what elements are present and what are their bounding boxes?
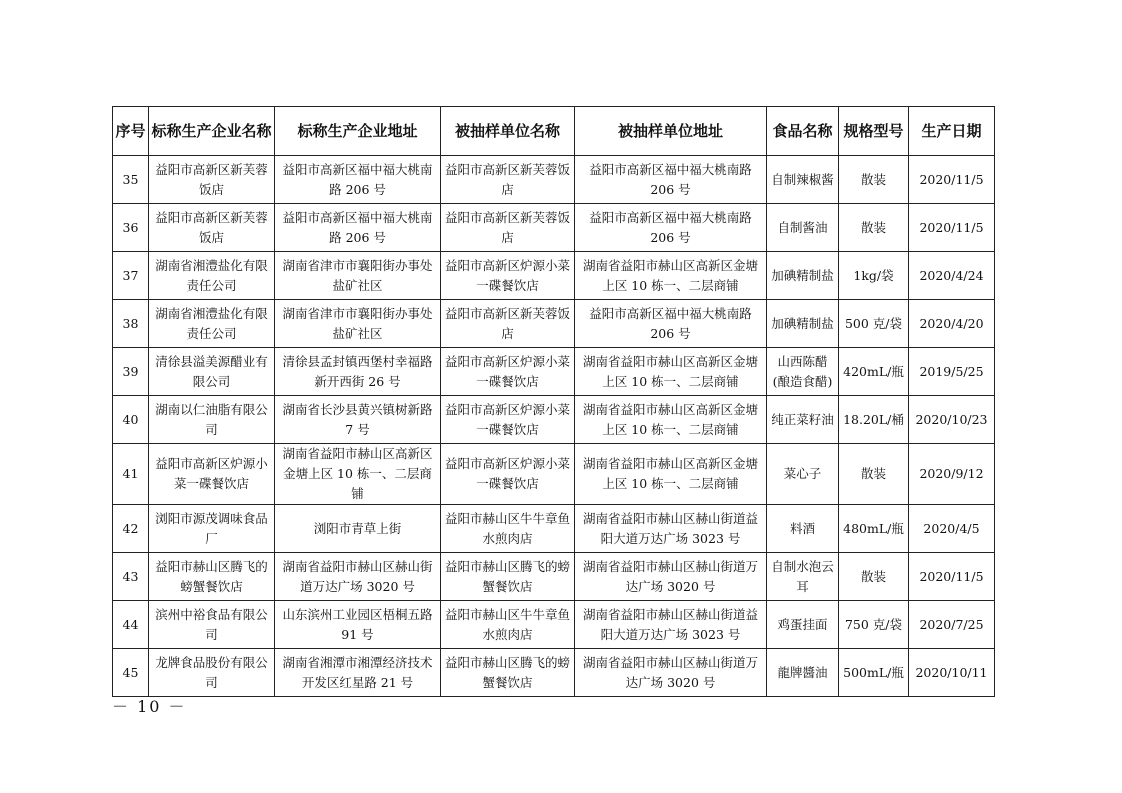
- header-col-manufacturer-name: 标称生产企业名称: [149, 107, 275, 156]
- cell-text: 42: [122, 520, 139, 536]
- cell-col-sampled-unit-address: [575, 553, 767, 601]
- cell-col-index: [113, 348, 149, 396]
- cell-col-production-date: [909, 505, 995, 553]
- cell-text: 鸡蛋挂面: [777, 616, 828, 632]
- cell-text: 湖南省益阳市赫山区赫山街道万达广场 3020 号: [582, 654, 758, 690]
- cell-col-index: [113, 252, 149, 300]
- cell-col-production-date: [909, 649, 995, 697]
- cell-col-specification: [839, 396, 909, 444]
- cell-col-manufacturer-address: [275, 553, 441, 601]
- cell-text: 湖南省益阳市赫山区高新区金塘上区 10 栋一、二层商铺: [582, 257, 758, 293]
- cell-col-food-name: [767, 396, 839, 444]
- cell-col-food-name: [767, 444, 839, 505]
- cell-text: 益阳市赫山区牛牛章鱼水煎肉店: [444, 606, 570, 642]
- cell-col-specification: [839, 348, 909, 396]
- cell-col-manufacturer-address: [275, 300, 441, 348]
- cell-col-index: [113, 649, 149, 697]
- cell-col-index: [113, 505, 149, 553]
- cell-text: 清徐县孟封镇西堡村幸福路新开西街 26 号: [282, 353, 433, 389]
- cell-col-sampled-unit-name: [441, 204, 575, 252]
- cell-col-sampled-unit-address: [575, 444, 767, 505]
- cell-col-production-date: [909, 553, 995, 601]
- cell-text: 2020/4/5: [923, 520, 980, 536]
- cell-text: 45: [122, 664, 139, 680]
- table-row: [113, 252, 995, 300]
- cell-text: 湖南以仁油脂有限公司: [155, 401, 268, 437]
- cell-col-sampled-unit-address: [575, 156, 767, 204]
- cell-text: 益阳市高新区新芙蓉饭店: [444, 209, 570, 245]
- cell-text: 2020/10/23: [915, 411, 988, 427]
- cell-text: 益阳市高新区炉源小菜一碟餐饮店: [444, 257, 570, 293]
- cell-text: 2020/11/5: [919, 219, 984, 235]
- header-col-specification: 规格型号: [839, 107, 909, 156]
- cell-col-specification: [839, 505, 909, 553]
- cell-text: 散装: [860, 219, 886, 235]
- cell-text: 41: [122, 466, 139, 481]
- cell-col-production-date: [909, 348, 995, 396]
- table-row: [113, 156, 995, 204]
- cell-text: 1kg/袋: [853, 267, 894, 283]
- cell-text: 2020/4/20: [919, 315, 984, 331]
- cell-col-manufacturer-address: [275, 505, 441, 553]
- cell-col-sampled-unit-name: [441, 649, 575, 697]
- header-col-production-date: 生产日期: [909, 107, 995, 156]
- cell-text: 2020/11/5: [919, 568, 984, 584]
- cell-col-sampled-unit-address: [575, 396, 767, 444]
- cell-text: 2020/11/5: [919, 171, 984, 187]
- cell-col-specification: [839, 204, 909, 252]
- cell-col-production-date: [909, 204, 995, 252]
- cell-text: 益阳市赫山区腾飞的螃蟹餐饮店: [155, 558, 268, 594]
- cell-col-index: [113, 300, 149, 348]
- cell-text: 43: [122, 568, 139, 584]
- cell-col-food-name: [767, 553, 839, 601]
- cell-col-production-date: [909, 252, 995, 300]
- cell-col-specification: [839, 252, 909, 300]
- header-col-index: 序号: [113, 107, 149, 156]
- cell-col-manufacturer-address: [275, 348, 441, 396]
- cell-text: 益阳市赫山区腾飞的螃蟹餐饮店: [444, 654, 570, 690]
- cell-col-sampled-unit-name: [441, 601, 575, 649]
- table-row: [113, 505, 995, 553]
- table-row: [113, 553, 995, 601]
- cell-text: 自制酱油: [777, 219, 828, 235]
- cell-col-sampled-unit-address: [575, 300, 767, 348]
- cell-text: 湖南省津市市襄阳街办事处盐矿社区: [282, 257, 433, 293]
- cell-col-production-date: [909, 444, 995, 505]
- table-row: [113, 444, 995, 505]
- cell-text: 湖南省长沙县黄兴镇树新路 7 号: [282, 401, 433, 437]
- cell-text: 浏阳市青草上街: [313, 520, 402, 536]
- cell-col-food-name: [767, 348, 839, 396]
- cell-text: 36: [122, 219, 139, 235]
- cell-col-manufacturer-address: [275, 649, 441, 697]
- cell-col-food-name: [767, 649, 839, 697]
- cell-text: 2019/5/25: [919, 363, 984, 379]
- cell-text: 40: [122, 411, 139, 427]
- header-col-sampled-unit-name: 被抽样单位名称: [441, 107, 575, 156]
- cell-col-sampled-unit-name: [441, 156, 575, 204]
- cell-col-manufacturer-address: [275, 444, 441, 505]
- table-row: [113, 204, 995, 252]
- cell-col-food-name: [767, 156, 839, 204]
- cell-text: 山东滨州工业园区梧桐五路 91 号: [282, 606, 433, 642]
- cell-col-manufacturer-name: [149, 156, 275, 204]
- cell-col-manufacturer-name: [149, 444, 275, 505]
- cell-text: 2020/10/11: [915, 664, 988, 680]
- cell-text: 散装: [860, 171, 886, 187]
- cell-text: 湖南省湘澧盐化有限责任公司: [155, 257, 268, 293]
- cell-text: 益阳市高新区新芙蓉饭店: [444, 305, 570, 341]
- cell-text: 益阳市赫山区牛牛章鱼水煎肉店: [444, 510, 570, 546]
- cell-col-specification: [839, 649, 909, 697]
- cell-col-manufacturer-name: [149, 300, 275, 348]
- cell-col-food-name: [767, 300, 839, 348]
- cell-text: 湖南省益阳市赫山区赫山街道万达广场 3020 号: [582, 558, 758, 594]
- cell-col-production-date: [909, 156, 995, 204]
- cell-col-production-date: [909, 300, 995, 348]
- cell-col-production-date: [909, 396, 995, 444]
- table-row: [113, 396, 995, 444]
- cell-col-food-name: [767, 505, 839, 553]
- cell-text: 湖南省益阳市赫山区高新区金塘上区 10 栋一、二层商铺: [582, 401, 758, 437]
- header-col-sampled-unit-address: 被抽样单位地址: [575, 107, 767, 156]
- sampling-results-table: [112, 106, 995, 697]
- table-row: [113, 300, 995, 348]
- cell-col-food-name: [767, 252, 839, 300]
- cell-text: 2020/9/12: [919, 466, 984, 481]
- cell-col-manufacturer-name: [149, 505, 275, 553]
- cell-col-index: [113, 444, 149, 505]
- cell-col-sampled-unit-address: [575, 505, 767, 553]
- cell-col-index: [113, 396, 149, 444]
- cell-text: 益阳市高新区炉源小菜一碟餐饮店: [444, 353, 570, 389]
- table-header-row: [113, 107, 995, 156]
- header-col-food-name: 食品名称: [767, 107, 839, 156]
- cell-text: 自制辣椒酱: [771, 171, 834, 187]
- cell-col-manufacturer-name: [149, 252, 275, 300]
- cell-text: 益阳市高新区新芙蓉饭店: [155, 161, 268, 197]
- cell-text: 益阳市赫山区腾飞的螃蟹餐饮店: [444, 558, 570, 594]
- cell-col-manufacturer-address: [275, 156, 441, 204]
- cell-text: 山西陈醋(酿造食醋): [772, 353, 833, 389]
- cell-col-manufacturer-address: [275, 252, 441, 300]
- cell-text: 益阳市高新区新芙蓉饭店: [155, 209, 268, 245]
- sampling-results-table-container: [112, 106, 994, 697]
- cell-col-manufacturer-name: [149, 553, 275, 601]
- cell-text: 18.20L/桶: [843, 411, 904, 427]
- cell-col-manufacturer-name: [149, 396, 275, 444]
- cell-col-manufacturer-address: [275, 396, 441, 444]
- cell-text: 益阳市高新区炉源小菜一碟餐饮店: [155, 456, 268, 491]
- cell-text: 龙牌食品股份有限公司: [155, 654, 268, 690]
- cell-text: 散装: [860, 568, 886, 584]
- header-col-manufacturer-address: 标称生产企业地址: [275, 107, 441, 156]
- cell-col-manufacturer-name: [149, 204, 275, 252]
- table-row: [113, 601, 995, 649]
- cell-text: 湖南省津市市襄阳街办事处盐矿社区: [282, 305, 433, 341]
- cell-text: 浏阳市源茂调味食品厂: [155, 510, 268, 546]
- cell-text: 益阳市高新区炉源小菜一碟餐饮店: [444, 456, 570, 491]
- cell-col-index: [113, 204, 149, 252]
- cell-col-sampled-unit-name: [441, 505, 575, 553]
- cell-text: 加碘精制盐: [771, 315, 834, 331]
- table-row: [113, 649, 995, 697]
- cell-text: 龍牌醬油: [777, 664, 828, 680]
- cell-text: 39: [122, 363, 139, 379]
- cell-text: 480mL/瓶: [843, 520, 904, 536]
- page-number: － 10 －: [112, 697, 187, 716]
- cell-col-manufacturer-name: [149, 649, 275, 697]
- cell-col-index: [113, 156, 149, 204]
- cell-col-specification: [839, 444, 909, 505]
- cell-text: 35: [122, 171, 139, 187]
- cell-col-sampled-unit-name: [441, 444, 575, 505]
- cell-col-specification: [839, 156, 909, 204]
- cell-col-specification: [839, 601, 909, 649]
- cell-col-index: [113, 601, 149, 649]
- cell-text: 37: [122, 267, 139, 283]
- cell-text: 益阳市高新区福中福大桃南路 206 号: [282, 161, 433, 197]
- cell-text: 料酒: [789, 520, 815, 536]
- cell-col-sampled-unit-address: [575, 601, 767, 649]
- table-body: [113, 156, 995, 697]
- cell-col-manufacturer-name: [149, 348, 275, 396]
- cell-text: 2020/7/25: [919, 616, 984, 632]
- cell-text: 纯正菜籽油: [771, 411, 834, 427]
- cell-text: 滨州中裕食品有限公司: [155, 606, 268, 642]
- cell-text: 2020/4/24: [919, 267, 984, 283]
- cell-col-specification: [839, 300, 909, 348]
- cell-text: 38: [122, 315, 139, 331]
- cell-text: 500 克/袋: [844, 315, 903, 331]
- cell-text: 湖南省湘潭市湘潭经济技术开发区红星路 21 号: [282, 654, 433, 690]
- cell-text: 菜心子: [783, 466, 822, 481]
- cell-text: 加碘精制盐: [771, 267, 834, 283]
- cell-text: 750 克/袋: [844, 616, 903, 632]
- cell-col-manufacturer-name: [149, 601, 275, 649]
- cell-col-food-name: [767, 204, 839, 252]
- cell-col-food-name: [767, 601, 839, 649]
- cell-text: 自制水泡云耳: [771, 558, 834, 594]
- cell-col-manufacturer-address: [275, 204, 441, 252]
- cell-col-index: [113, 553, 149, 601]
- cell-text: 44: [122, 616, 139, 632]
- cell-text: 湖南省益阳市赫山区高新区金塘上区 10 栋一、二层商铺: [282, 446, 433, 501]
- cell-col-sampled-unit-address: [575, 348, 767, 396]
- cell-text: 益阳市高新区新芙蓉饭店: [444, 161, 570, 197]
- cell-col-manufacturer-address: [275, 601, 441, 649]
- cell-col-sampled-unit-address: [575, 204, 767, 252]
- cell-text: 湖南省益阳市赫山区高新区金塘上区 10 栋一、二层商铺: [582, 353, 758, 389]
- cell-text: 湖南省益阳市赫山区赫山街道益阳大道万达广场 3023 号: [582, 606, 758, 642]
- cell-text: 益阳市高新区炉源小菜一碟餐饮店: [444, 401, 570, 437]
- cell-text: 益阳市高新区福中福大桃南路 206 号: [282, 209, 433, 245]
- cell-col-specification: [839, 553, 909, 601]
- cell-col-sampled-unit-name: [441, 396, 575, 444]
- cell-col-sampled-unit-address: [575, 252, 767, 300]
- cell-text: 清徐县溢美源醋业有限公司: [155, 353, 268, 389]
- cell-text: 420mL/瓶: [843, 363, 904, 379]
- cell-text: 益阳市高新区福中福大桃南路 206 号: [589, 209, 752, 245]
- cell-text: 湖南省益阳市赫山区高新区金塘上区 10 栋一、二层商铺: [582, 456, 758, 491]
- cell-text: 益阳市高新区福中福大桃南路 206 号: [589, 161, 752, 197]
- cell-col-sampled-unit-name: [441, 252, 575, 300]
- cell-text: 益阳市高新区福中福大桃南路 206 号: [589, 305, 752, 341]
- cell-col-sampled-unit-name: [441, 300, 575, 348]
- table-row: [113, 348, 995, 396]
- cell-col-sampled-unit-address: [575, 649, 767, 697]
- cell-text: 湖南省益阳市赫山区赫山街道益阳大道万达广场 3023 号: [582, 510, 758, 546]
- cell-col-sampled-unit-name: [441, 348, 575, 396]
- cell-text: 湖南省益阳市赫山区赫山街道万达广场 3020 号: [282, 558, 433, 594]
- cell-col-production-date: [909, 601, 995, 649]
- cell-text: 湖南省湘澧盐化有限责任公司: [155, 305, 268, 341]
- cell-text: 散装: [860, 466, 886, 481]
- cell-col-sampled-unit-name: [441, 553, 575, 601]
- cell-text: 500mL/瓶: [843, 664, 904, 680]
